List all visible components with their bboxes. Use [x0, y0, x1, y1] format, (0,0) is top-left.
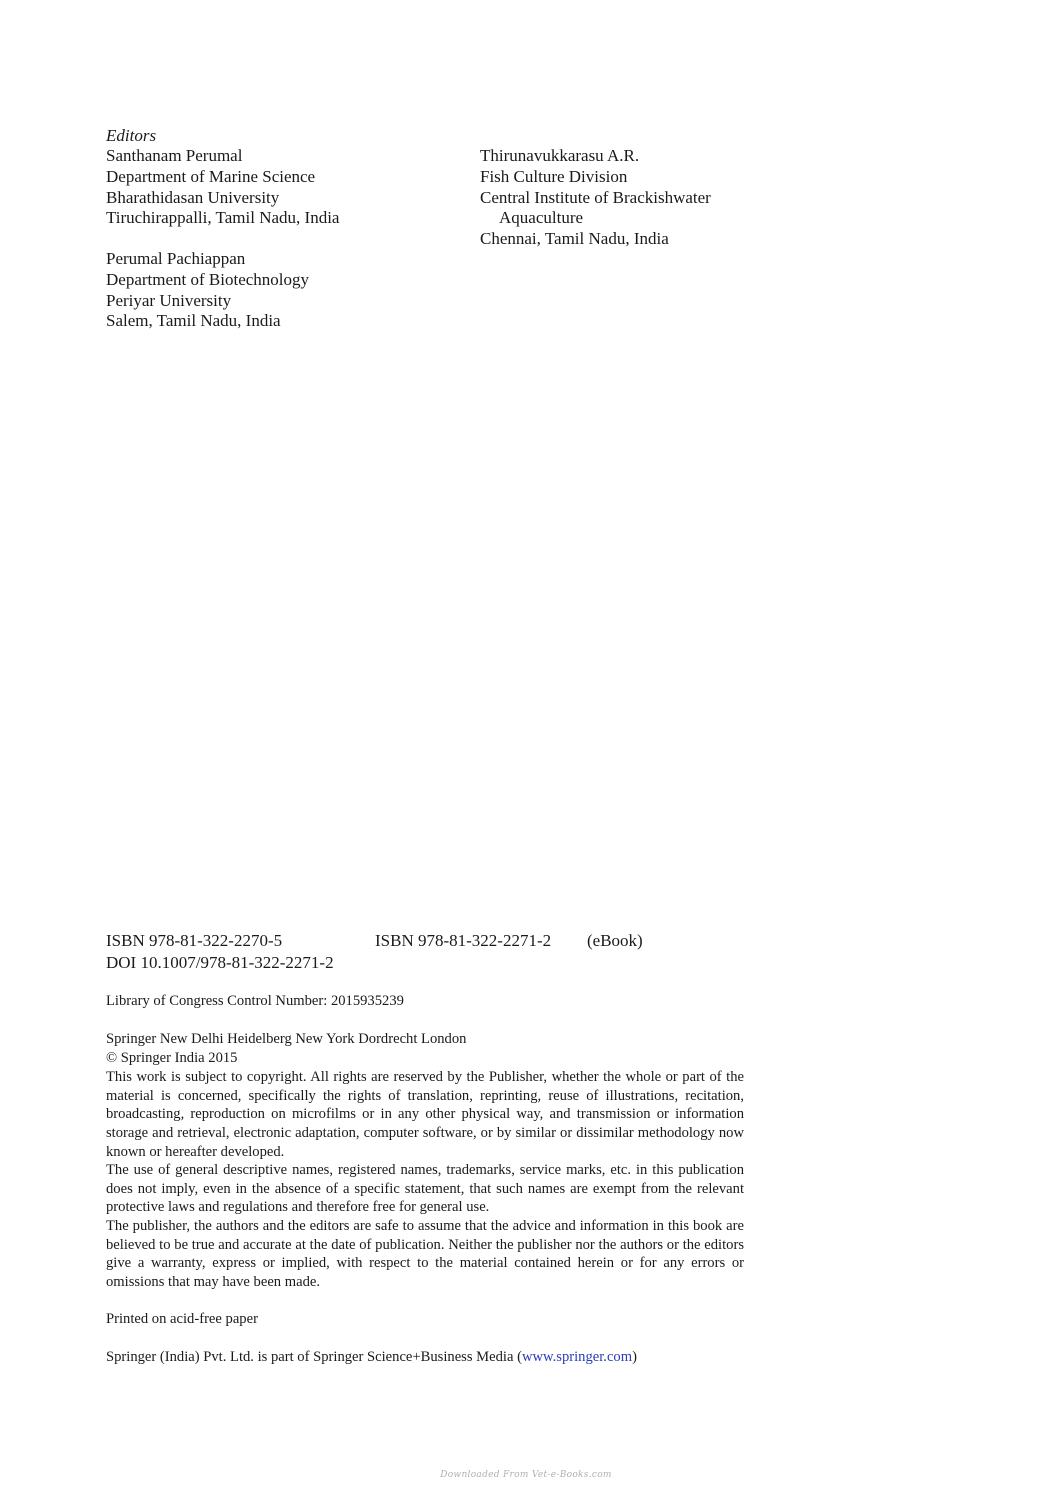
editor-affiliation-line: Tiruchirappalli, Tamil Nadu, India	[106, 208, 340, 228]
editor-affiliation-line: Salem, Tamil Nadu, India	[106, 311, 281, 331]
legal-paragraph-trademarks	[106, 1161, 744, 1217]
editor-name: Santhanam Perumal	[106, 146, 243, 165]
paper-note: Printed on acid-free paper	[106, 1311, 258, 1327]
isbn-print: ISBN 978-81-322-2270-5	[106, 931, 283, 950]
springer-parent-line	[106, 1348, 637, 1367]
isbn-ebook: ISBN 978-81-322-2271-2	[375, 931, 552, 950]
editor-affiliation-line: Chennai, Tamil Nadu, India	[480, 229, 669, 249]
editor-affiliation-line: Department of Marine Science	[106, 166, 316, 186]
springer-line-prefix: Springer (India) Pvt. Ltd. is part of Springer Science+Business Media (	[106, 1349, 522, 1365]
editor-affiliation-line: Central Institute of Brackishwater	[480, 187, 711, 207]
editor-santhanam-perumal	[106, 146, 339, 229]
lccn: Library of Congress Control Number: 2015935239	[106, 993, 404, 1009]
editor-name: Perumal Pachiappan	[106, 249, 246, 268]
legal-text: The use of general descriptive names, registered names, trademarks, service marks, etc. in this publication does not imply, even in the absence of a specific statement, that such names are exempt from the relevant protective laws and regulations and therefore free for general use.	[106, 1162, 744, 1216]
editor-affiliation-line: Aquaculture	[499, 208, 584, 228]
editor-affiliation-line: Bharathidasan University	[106, 187, 280, 207]
download-watermark: Downloaded From Vet-e-Books.com	[440, 1470, 612, 1480]
legal-paragraph-copyright	[106, 1068, 744, 1162]
editor-name: Thirunavukkarasu A.R.	[480, 146, 640, 165]
editors-label: Editors	[106, 126, 157, 145]
legal-text: This work is subject to copyright. All rights are reserved by the Publisher, whether the whole or part of the material is concerned, specifically the rights of translation, reprinting, reuse of illustrations, recitation, broadcasting, reproduction on microfilms or in any other physical way, and transmission or information storage and retrieval, electronic adaptation, computer software, or by similar or dissimilar methodology now known or hereafter developed.	[106, 1069, 744, 1160]
editor-perumal-pachiappan	[106, 249, 309, 332]
editor-affiliation-line: Fish Culture Division	[480, 166, 628, 186]
ebook-tag: (eBook)	[587, 931, 643, 950]
editor-affiliation-line: Department of Biotechnology	[106, 269, 310, 289]
springer-website-link[interactable]: www.springer.com	[521, 1349, 633, 1365]
editor-thirunavukkarasu	[480, 146, 711, 250]
doi: DOI 10.1007/978-81-322-2271-2	[106, 953, 334, 972]
editor-affiliation-line: Periyar University	[106, 290, 232, 310]
legal-text: The publisher, the authors and the editors are safe to assume that the advice and information in this book are believed to be true and accurate at the date of publication. Neither the publisher nor the authors or the editors give a warranty, express or implied, with respect to the material contained herein or for any errors or omissions that may have been made.	[106, 1218, 744, 1291]
publisher-locations: Springer New Delhi Heidelberg New York Dordrecht London	[106, 1031, 467, 1047]
copyright-notice: © Springer India 2015	[106, 1050, 238, 1066]
legal-paragraph-disclaimer	[106, 1217, 744, 1292]
springer-line-suffix: )	[632, 1349, 637, 1365]
